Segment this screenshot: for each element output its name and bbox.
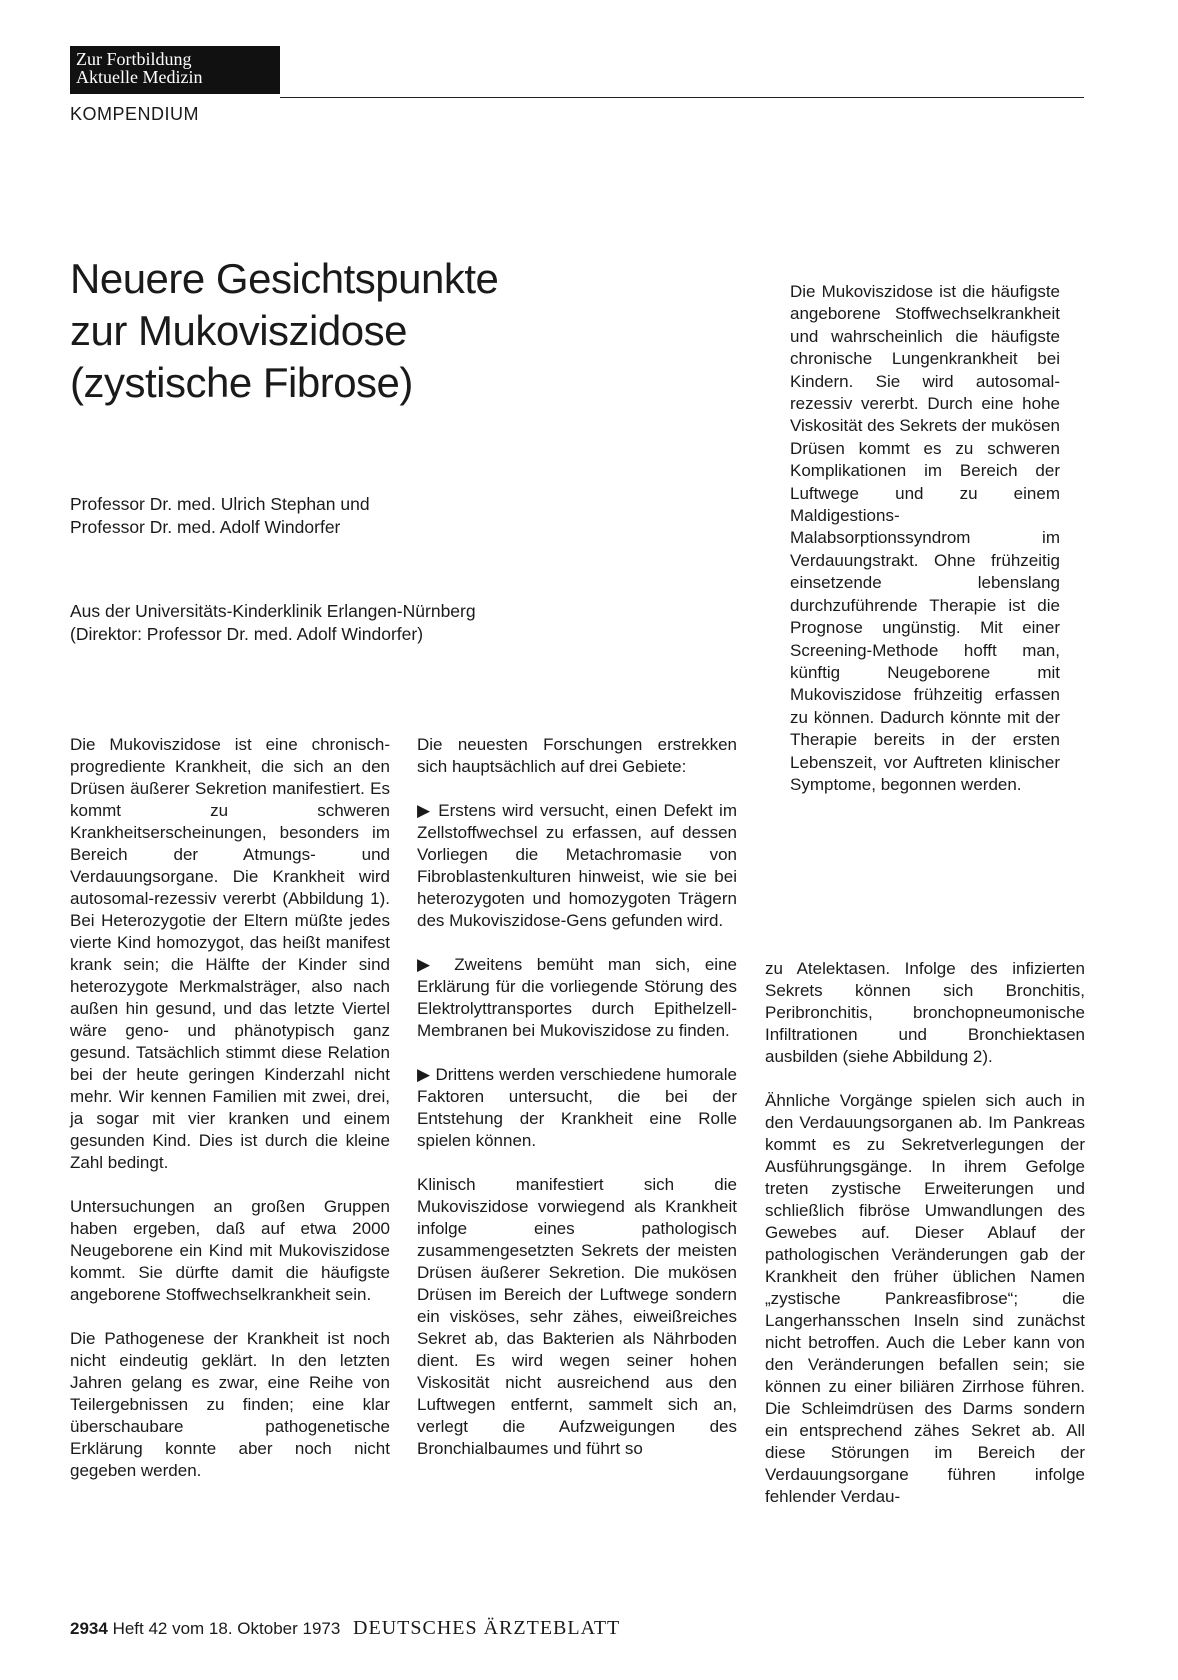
paragraph: Ähnliche Vorgänge spielen sich auch in den Verdauungsorganen ab. Im Pankreas kommt es zu Sekretverlegungen der Ausführungsgänge. In ihrem Gefolge treten zystische Erweiterungen und schließlich fibröse Umwandlungen des Gewebes auf. Dieser Ablauf der pathologischen Veränderungen gab der Krankheit den früher üblichen Namen „zystische Pankreasfibrose“; die Langerhansschen Inseln sind zunächst nicht betroffen. Auch die Leber kann von den Veränderungen befallen sein; sie können zu einer biliären Zirrhose führen. Die Schleimdrüsen des Darms sondern ein entsprechend zähes Sekret ab. All diese Störungen im Bereich der Verdauungsorgane führen infolge fehlender Verdau- [765,1091,1085,1506]
author-2: Professor Dr. med. Adolf Windorfer [70,517,341,537]
page-number: 2934 [70,1619,108,1638]
body-column-1 [70,734,390,1504]
affiliation-line-1: Aus der Universitäts-Kinderklinik Erlangen-Nürnberg [70,601,476,621]
title-line-3: (zystische Fibrose) [70,359,413,406]
rubric-line-1: Zur Fortbildung [76,49,192,69]
paragraph: Die neuesten Forschungen erstrekken sich hauptsächlich auf drei Gebiete: [417,735,737,776]
title-line-2: zur Mukoviszidose [70,307,407,354]
affiliation-line-2: (Direktor: Professor Dr. med. Adolf Windorfer) [70,624,424,644]
abstract: Die Mukoviszidose ist die häufigste angeborene Stoffwechselkrankheit und wahrscheinlich die häufigste chronische Lungenkrankheit bei Kindern. Sie wird autosomal-rezessiv vererbt. Durch eine hohe Viskosität des Sekrets der mukösen Drüsen kommt es zu schweren Komplikationen im Bereich der Luftwege und zu einem Maldigestions-Malabsorptionssyndrom im Verdauungstrakt. Ohne frühzeitig einsetzende lebenslang durchzuführende Therapie ist die Prognose ungünstig. Mit einer Screening-Methode hofft man, künftig Neugeborene mit Mukoviszidose frühzeitig erfassen zu können. Dadurch könnte mit der Therapie bereits in der ersten Lebenszeit, vor Auftreten klinischer Symptome, begonnen werden. [790,282,1060,794]
paragraph: zu Atelektasen. Infolge des infizierten Sekrets können sich Bronchitis, Peribronchitis, bronchopneumonische Infiltrationen und Bronchiektasen ausbilden (siehe Abbildung 2). [765,959,1085,1066]
author-1: Professor Dr. med. Ulrich Stephan und [70,494,370,514]
paragraph: Die Mukoviszidose ist eine chronisch-progrediente Krankheit, die sich an den Drüsen äußerer Sekretion manifestiert. Es kommt zu schweren Krankheitserscheinungen, besonders im Bereich der Atmungs- und Verdauungsorgane. Die Krankheit wird autosomal-rezessiv vererbt (Abbildung 1). Bei Heterozygotie der Eltern müßte jedes vierte Kind homozygot, das heißt manifest krank sein; die Hälfte der Kinder sind heterozygote Merkmalsträger, also nach außen hin gesund, und das letzte Viertel wäre geno- und phänotypisch ganz gesund. Tatsächlich stimmt diese Relation bei der heute geringen Kinderzahl nicht mehr. Wir kennen Familien mit zwei, drei, ja sogar mit vier kranken und einem gesunden Kind. Dies ist durch die kleine Zahl bedingt. [70,735,390,1172]
paragraph: Untersuchungen an großen Gruppen haben ergeben, daß auf etwa 2000 Neugeborene ein Kind mit Mukoviszidose kommt. Sie dürfte damit die häufigste angeborene Stoffwechselkrankheit sein. [70,1197,390,1304]
paragraph: Die Pathogenese der Krankheit ist noch nicht eindeutig geklärt. In den letzten Jahren gelang es zwar, eine Reihe von Teilergebnissen zu finden; eine klar überschaubare pathogenetische Erklärung konnte aber noch nicht gegeben werden. [70,1329,390,1480]
issue-info: Heft 42 vom 18. Oktober 1973 [112,1619,341,1638]
article-title [70,253,670,409]
rubric-box [70,46,280,94]
paragraph: ▶ Zweitens bemüht man sich, eine Erklärung für die vorliegende Störung des Elektrolyttransportes durch Epithelzell-Membranen bei Mukoviszidose zu finden. [417,955,737,1040]
paragraph: ▶ Drittens werden verschiedene humorale Faktoren untersucht, die bei der Entstehung der Krankheit eine Rolle spielen können. [417,1065,737,1150]
affiliation [70,600,630,646]
journal-name: DEUTSCHES ÄRZTEBLATT [353,1617,621,1639]
body-column-3 [765,958,1085,1530]
rubric-line-2: Aktuelle Medizin [76,67,203,87]
section-label: KOMPENDIUM [70,104,200,124]
header-rule [280,97,1084,98]
paragraph: Klinisch manifestiert sich die Mukoviszidose vorwiegend als Krankheit infolge eines pathologisch zusammengesetzten Sekrets der meisten Drüsen äußerer Sekretion. Die mukösen Drüsen im Bereich der Luftwege sondern ein visköses, sehr zähes, eiweißreiches Sekret ab, das Bakterien als Nährboden dient. Es wird wegen seiner hohen Viskosität nicht ausreichend aus den Luftwegen entfernt, sammelt sich an, verlegt die Aufzweigungen des Bronchialbaumes und führt so [417,1175,737,1458]
page-footer [70,1617,620,1640]
body-column-2 [417,734,737,1482]
authors [70,493,630,539]
title-line-1: Neuere Gesichtspunkte [70,255,499,302]
paragraph: ▶ Erstens wird versucht, einen Defekt im Zellstoffwechsel zu erfassen, auf dessen Vorliegen die Metachromasie von Fibroblastenkulturen hinweist, wie sie bei heterozygoten und homozygoten Trägern des Mukoviszidose-Gens gefunden wird. [417,801,737,930]
